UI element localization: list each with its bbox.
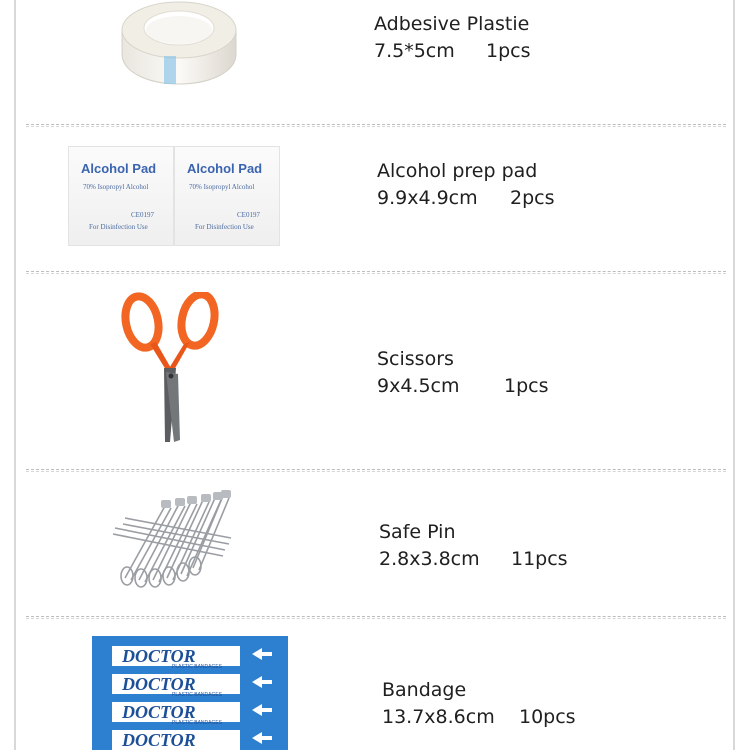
- scissors-image: [120, 292, 220, 446]
- bandage-brand-text: DOCTOR: [122, 646, 196, 666]
- item-qty: 11pcs: [511, 548, 568, 570]
- pad-use: For Disinfection Use: [195, 223, 254, 231]
- item-name: Safe Pin: [379, 521, 456, 543]
- item-name: Alcohol prep pad: [377, 160, 538, 182]
- pad-use: For Disinfection Use: [89, 223, 148, 231]
- item-qty: 1pcs: [486, 40, 531, 62]
- item-3-text: [377, 346, 549, 400]
- pad-subtitle: 70% Isopropyl Alcohol: [189, 183, 255, 191]
- pad-cert: CE0197: [131, 211, 154, 219]
- alcohol-pads-image: [68, 146, 280, 246]
- row-separator: [26, 616, 726, 619]
- item-qty: 2pcs: [510, 187, 555, 209]
- row-separator: [26, 124, 726, 127]
- item-size: 2.8x3.8cm: [379, 548, 480, 570]
- alcohol-pad-packet: [174, 146, 280, 246]
- bandage-image: [92, 636, 288, 750]
- safety-pins-image: [105, 488, 245, 590]
- frame-right-border: [733, 0, 735, 750]
- adhesive-tape-image: [118, 0, 240, 86]
- item-qty: 10pcs: [519, 706, 576, 728]
- pad-title: Alcohol Pad: [81, 161, 157, 176]
- item-size: 13.7x8.6cm: [382, 706, 495, 728]
- item-2-text: [377, 158, 555, 212]
- bandage-sub-text: PLASTIC BANDAGES: [172, 692, 223, 698]
- item-5-text: [382, 677, 576, 731]
- bandage-brand-text: DOCTOR: [122, 730, 196, 750]
- row-separator: [26, 469, 726, 472]
- bandage-sub-text: PLASTIC BANDAGES: [172, 664, 223, 670]
- item-name: Adbesive Plastie: [374, 13, 530, 35]
- item-4-text: [379, 519, 568, 573]
- item-name: Scissors: [377, 348, 454, 370]
- item-qty: 1pcs: [504, 375, 549, 397]
- pad-subtitle: 70% Isopropyl Alcohol: [83, 183, 149, 191]
- item-1-text: [374, 11, 531, 65]
- alcohol-pad-packet: [68, 146, 174, 246]
- pad-title: Alcohol Pad: [187, 161, 263, 176]
- bandage-brand-text: DOCTOR: [122, 702, 196, 722]
- bandage-sub-text: PLASTIC BANDAGES: [172, 720, 223, 726]
- pad-cert: CE0197: [237, 211, 260, 219]
- item-size: 7.5*5cm: [374, 40, 455, 62]
- bandage-brand-text: DOCTOR: [122, 674, 196, 694]
- item-size: 9.9x4.9cm: [377, 187, 478, 209]
- frame-left-border: [14, 0, 16, 750]
- item-name: Bandage: [382, 679, 467, 701]
- item-size: 9x4.5cm: [377, 375, 460, 397]
- row-separator: [26, 271, 726, 274]
